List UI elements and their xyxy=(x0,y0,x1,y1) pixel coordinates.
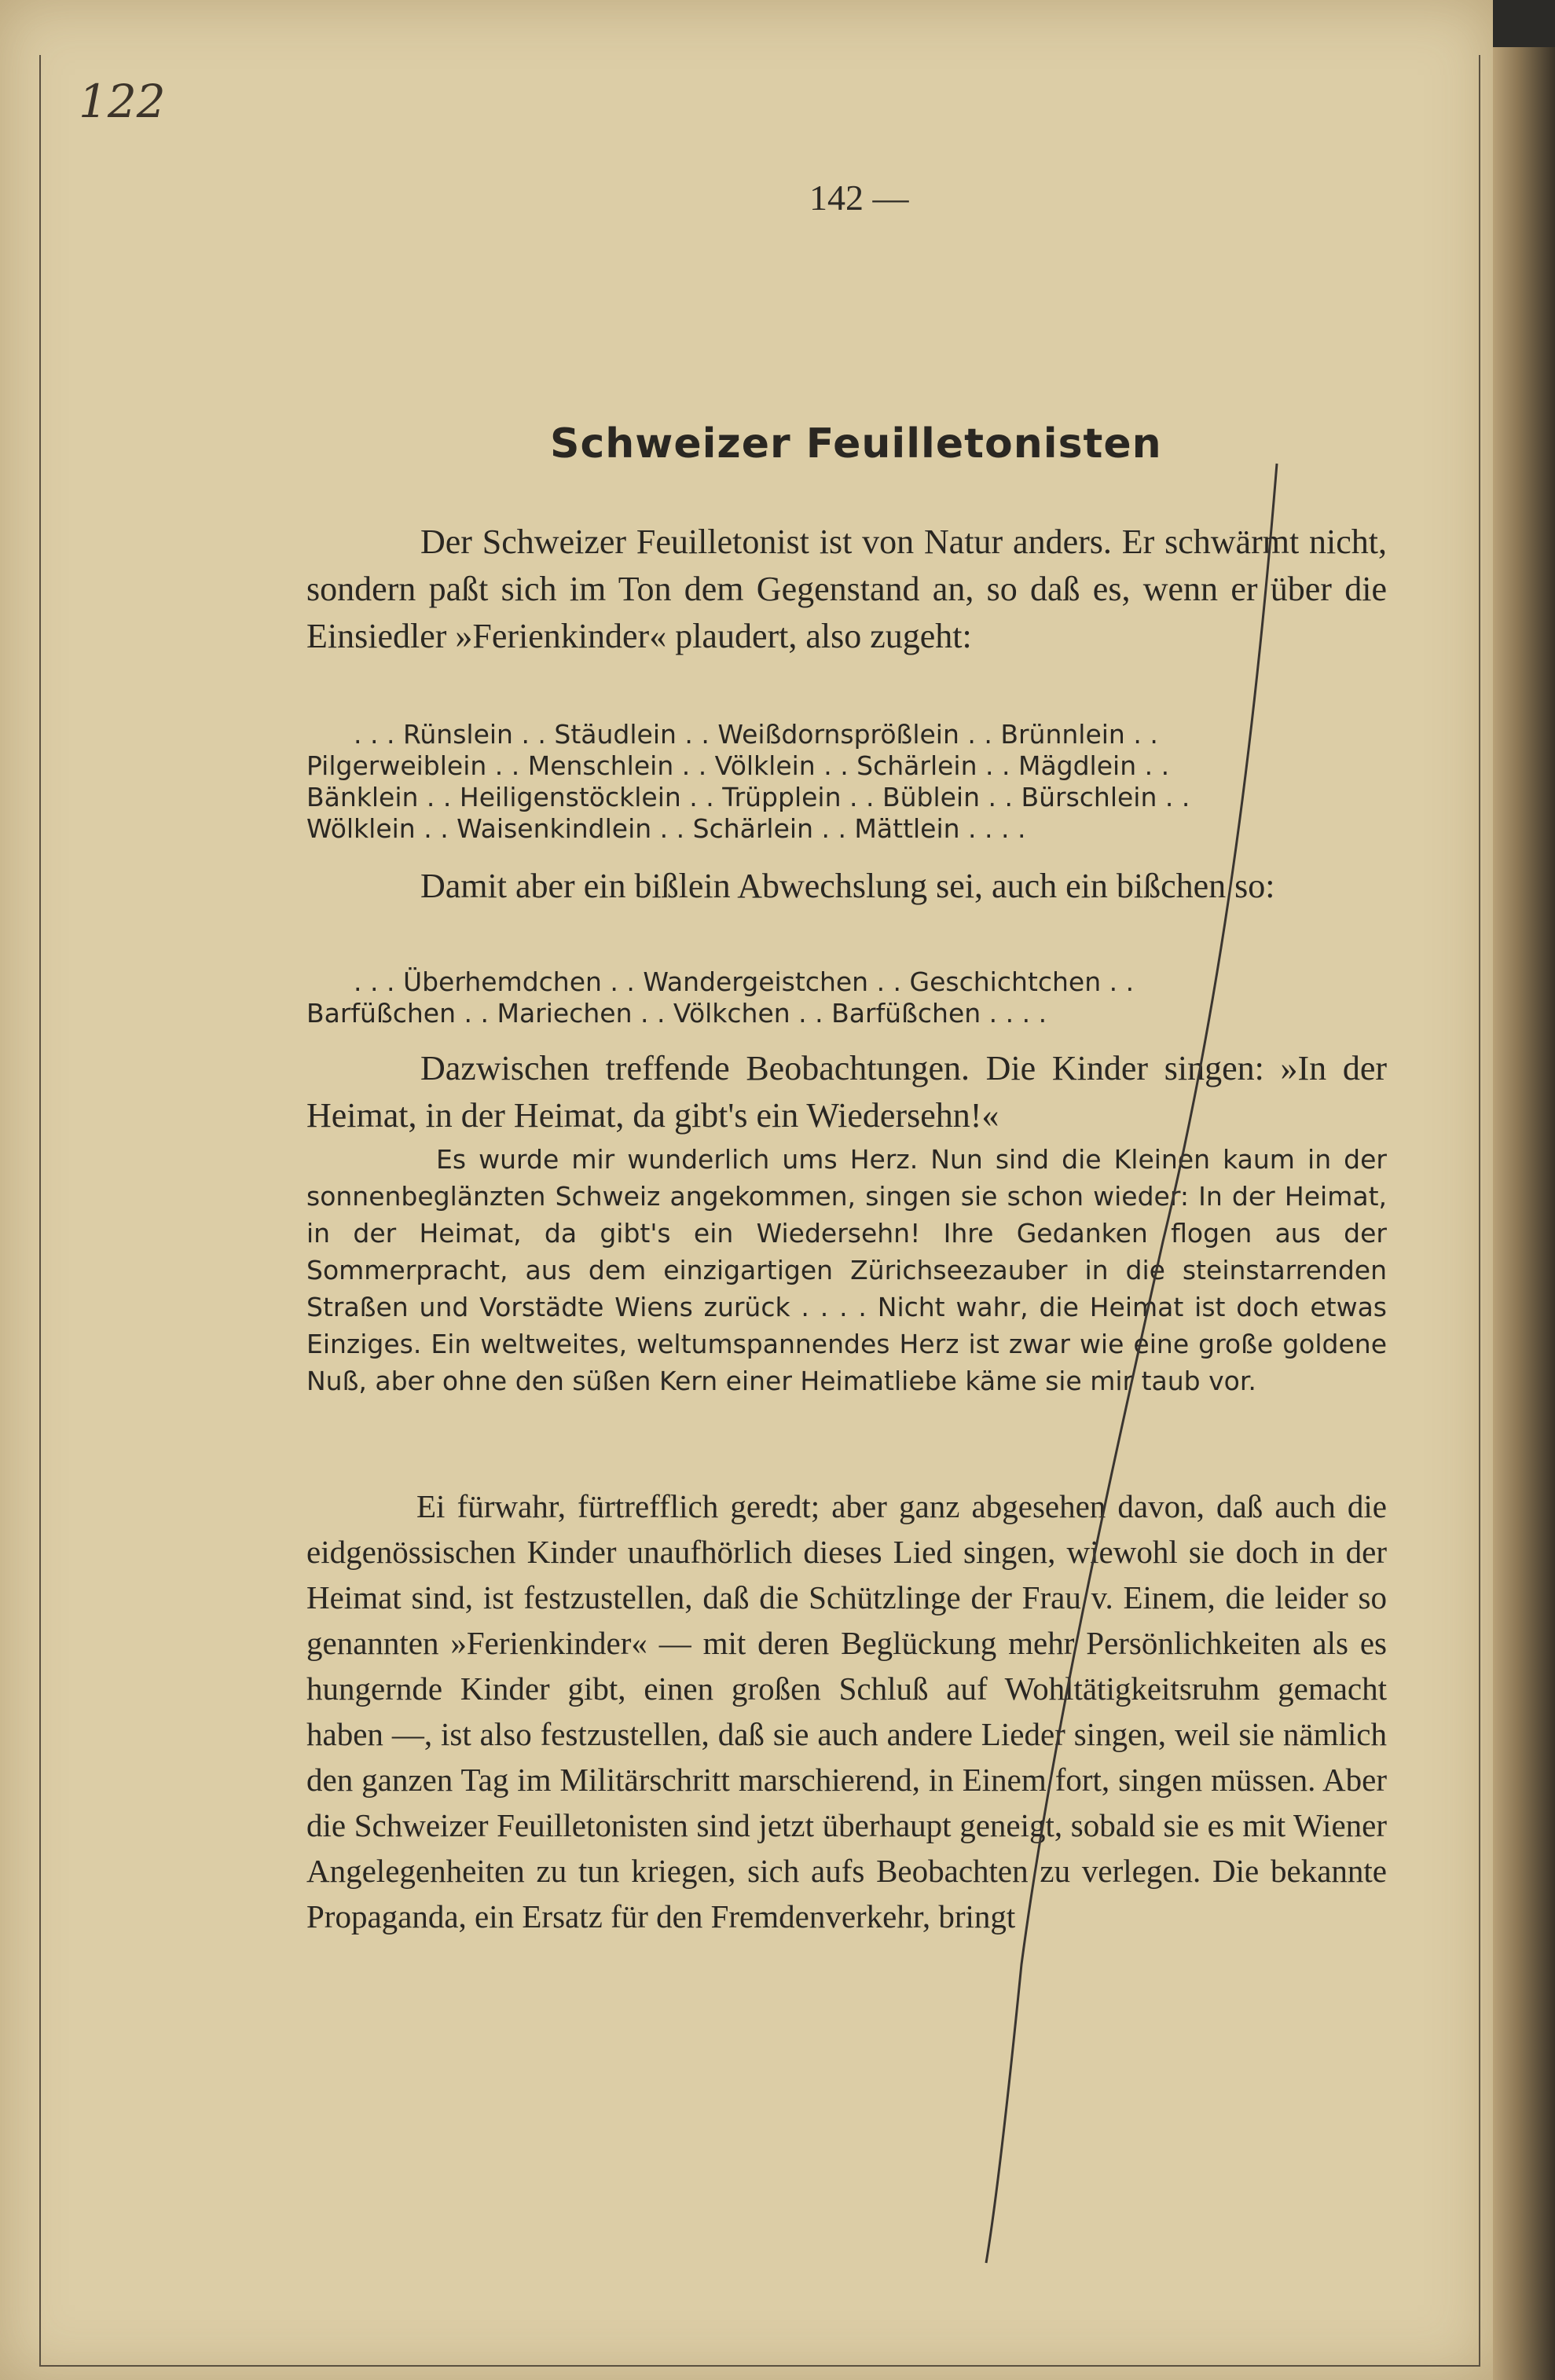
list-line: . . . Überhemdchen . . Wandergeistchen . . Geschichtchen . . xyxy=(354,966,1135,997)
paragraph-main: Ei fürwahr, fürtrefflich geredt; aber ganz abgesehen davon, daß auch die eidgenössischen Kinder unaufhörlich dieses Lied singen, wiewohl sie doch in der Heimat sind, ist festzustellen, daß die Schützlinge der Frau v. Einem, die leider so genannten »Ferienkinder« — mit deren Beglückung mehr Persönlichkeiten als es hungernde Kinder gibt, einen großen Schluß auf Wohltätigkeitsruhm gemacht haben —, ist also festzustellen, daß sie auch andere Lieder singen, weil sie nämlich den ganzen Tag im Militärschritt marschierend, in Einem fort, singen müssen. Aber die Schweizer Feuilletonisten sind jetzt überhaupt geneigt, sobald sie es mit Wiener Angelegenheiten zu tun kriegen, sich aufs Beobachten zu verlegen. Die bekannte Propaganda, ein Ersatz für den Fremdenverkehr, bringt xyxy=(306,1488,1387,1934)
list-line: Wölklein . . Waisenkindlein . . Schärlein . . Mättlein . . . . xyxy=(306,813,1026,844)
paragraph-intro: Der Schweizer Feuilletonist ist von Natur anders. Er schwärmt nicht, sondern paßt sich im Ton dem Gegenstand an, so daß es, wenn er über die Einsiedler »Ferienkinder« plaudert, also zugeht: xyxy=(306,523,1387,655)
list-line: Pilgerweiblein . . Menschlein . . Völklein . . Schärlein . . Mägdlein . . xyxy=(306,750,1170,781)
list-line: Bänklein . . Heiligenstöcklein . . Trüpplein . . Büblein . . Bürschlein . . xyxy=(306,782,1190,812)
list-line: . . . Rünslein . . Stäudlein . . Weißdornsprößlein . . Brünnlein . . xyxy=(354,719,1158,750)
quoted-passage: Es wurde mir wunderlich ums Herz. Nun sind die Kleinen kaum in der sonnenbeglänzten Schweiz angekommen, singen sie schon wieder: In der Heimat, in der Heimat, da gibt's ein Wiedersehn! Ihre Gedanken flogen aus der Sommerpracht, aus dem einzigartigen Zürichseezauber in die steinstarrenden Straßen und Vorstädte Wiens zurück . . . . Nicht wahr, die Heimat ist doch etwas Einziges. Ein weltweites, weltumspannendes Herz ist zwar wie eine große goldene Nuß, aber ohne den süßen Kern einer Heimatliebe käme sie mir taub vor. xyxy=(306,1144,1387,1396)
article-heading: Schweizer Feuilletonisten xyxy=(550,420,1162,468)
list-line: Barfüßchen . . Mariechen . . Völkchen . . Barfüßchen . . . . xyxy=(306,998,1047,1029)
paragraph-abwechslung: Damit aber ein bißlein Abwechslung sei, auch ein bißchen so: xyxy=(420,867,1275,905)
page-edge-shadow xyxy=(1493,47,1555,2380)
diminutive-list-1 xyxy=(306,719,1387,845)
handwritten-folio-number: 122 xyxy=(79,75,166,128)
page-number: 142 — xyxy=(809,178,909,218)
diminutive-list-2 xyxy=(306,966,1387,1029)
paragraph-observations: Dazwischen treffende Beobachtungen. Die Kinder singen: »In der Heimat, in der Heimat, da gibt's ein Wiedersehn!« xyxy=(306,1049,1387,1135)
